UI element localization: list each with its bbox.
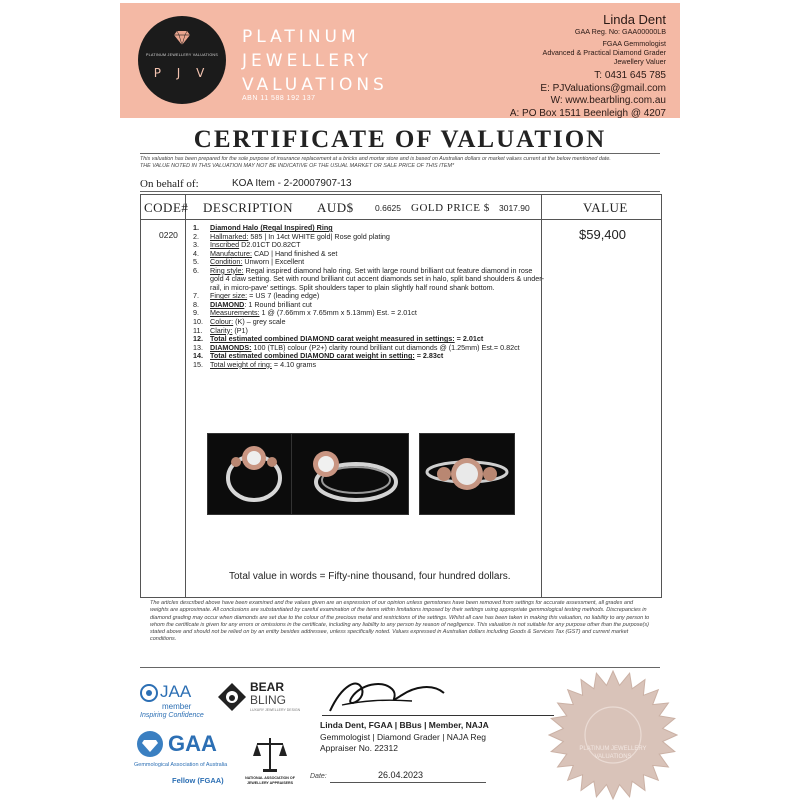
bear-text: BEAR (250, 680, 285, 694)
item-number: 7. (193, 291, 199, 301)
item-number: 9. (193, 308, 199, 318)
jaa-text: JAA (160, 682, 192, 701)
jaa-tagline: Inspiring Confidence (140, 712, 204, 719)
item-number: 6. (193, 265, 199, 275)
signature-details (320, 720, 489, 755)
naja-logo (245, 736, 295, 792)
date-value: 26.04.2023 (378, 770, 424, 780)
item-number: 11. (193, 325, 203, 335)
col-description: DESCRIPTION (203, 200, 294, 215)
contact-block (510, 12, 666, 120)
pjv-logo (138, 16, 226, 104)
sig-appraiser-no: Appraiser No. 22312 (320, 743, 398, 753)
item-detail: D2.01CT D0.82CT (239, 240, 301, 250)
item-label: Diamond Halo (Regal Inspired) Ring (210, 223, 333, 232)
item-detail: = 2.01ct (454, 334, 484, 344)
col-aud: AUD$ (317, 200, 354, 215)
valuation-table (140, 194, 662, 598)
item-code: 0220 (159, 230, 178, 240)
item-detail: 100 (TLB) colour (P2+) clarity round brilliant cut diamonds @ (1.25mm) Est.= 0.82ct (251, 342, 520, 352)
title-rule (140, 153, 660, 154)
item-number: 14. (193, 351, 203, 361)
item-label: Measurements: (210, 308, 260, 318)
bling-text: BLING (250, 693, 287, 707)
disclaimer-line-2: THE VALUE NOTED IN THIS VALUATION MAY NOT BE INDICATIVE OF THE USUAL MARKET OR SALE PRICE OF THIS ITEM* (140, 162, 455, 169)
item-detail: 1 @ (7.66mm x 7.65mm x 5.13mm) Est. = 2.01ct (259, 308, 417, 318)
seal-starburst (548, 670, 678, 800)
website[interactable]: W: www.bearbling.com.au (550, 95, 666, 106)
item-detail: Unworn | Excellent (242, 257, 305, 267)
ring-photo-side (291, 433, 409, 515)
description-item (193, 267, 545, 293)
item-number: 15. (193, 359, 203, 369)
item-number: 10. (193, 317, 203, 327)
header-band (120, 3, 680, 118)
bearbling-logo (214, 680, 324, 720)
item-detail: 585 | In 14ct WHITE gold| Rose gold plating (248, 231, 390, 241)
brand-name (242, 25, 388, 97)
code-column-divider (185, 195, 186, 597)
gaa-logo (134, 730, 244, 786)
valuer-role: Jewellery Valuer (613, 57, 666, 66)
ring-photo-front (207, 433, 299, 515)
on-behalf-value: KOA Item - 2-20007907-13 (232, 178, 352, 189)
brand-line-1: PLATINUM (242, 27, 360, 47)
item-label: Colour: (210, 317, 234, 327)
item-number: 5. (193, 257, 199, 267)
jaa-logo (138, 682, 218, 722)
terms-rule (140, 667, 660, 668)
item-detail: = 2.83ct (414, 351, 444, 361)
naja-text: NATIONAL ASSOCIATION OF JEWELLERY APPRAISERS (245, 776, 295, 785)
description-list (193, 224, 545, 369)
on-behalf-label: On behalf of: (140, 178, 199, 190)
item-detail: = 4.10 grams (271, 359, 317, 369)
item-label: Total estimated combined DIAMOND carat weight in setting: (210, 351, 415, 361)
sig-name: Linda Dent, FGAA | BBus | Member, NAJA (320, 720, 489, 730)
item-number: 4. (193, 248, 199, 258)
ring-photo-top (419, 433, 515, 515)
item-number: 8. (193, 299, 199, 309)
bear-icon (218, 683, 246, 711)
gaa-reg: GAA Reg. No: GAA00000LB (574, 27, 666, 36)
col-gold-price: GOLD PRICE $ (411, 202, 490, 214)
item-label: Hallmarked: (210, 231, 249, 241)
valuer-name: Linda Dent (603, 12, 666, 27)
item-detail: CAD | Hand finished & set (251, 248, 338, 258)
seal-line-1: PLATINUM JEWELLERY (579, 746, 647, 752)
item-label: DIAMONDS: (210, 342, 252, 352)
item-label: Inscribed (210, 240, 240, 250)
item-number: 13. (193, 342, 203, 352)
item-detail: Regal inspired diamond halo ring. Set with large round brilliant cut feature diamond in rose gold 4 claw setting. Set with round brilliant cut accent diamonds set in halo, split band shoulders & under-rail, in micro-pave' settings. Split shoulders taper to plain slightly half round shank bottom. (210, 265, 545, 292)
brand-line-2: JEWELLERY (242, 51, 373, 71)
email[interactable]: E: PJValuations@gmail.com (540, 82, 666, 94)
disclaimer (140, 156, 660, 169)
gaa-fellow: Fellow (FGAA) (172, 776, 224, 785)
item-detail: (K) – grey scale (233, 317, 286, 327)
scales-icon (253, 736, 287, 774)
item-label: Condition: (210, 257, 243, 267)
signature-line (322, 715, 554, 716)
bear-small: LUXURY JEWELLERY DESIGN (250, 708, 301, 712)
gaa-full-name: Gemmological Association of Australia (134, 762, 228, 768)
item-label: Clarity: (210, 325, 233, 335)
terms-text: The articles described above have been examined and the values given are an expression of our opinion unless gemstones have been removed from settings for accurate assessment, all grades and weights are approximate. All conclusions are substantiated by careful examination of the items within limitations imposed by their settings using appropriate gemmological testing methods. Discrepancies in diamond grading may occur when diamonds are set due to the colour of the precious metal and restrictions of the settings. Whilst all care has been taken in making this valuation, no liability to any person to whom the certificate is given for any errors or omissions in the certificate, including any liability to any person by reason of negligence. This valuation is not suitable for any purpose other than the purpose(s) stated above and should not be relied on by an entity besides addressee, unless specifically noted. Values expressed in Australian dollars including Goods & Services Tax (GST) and current market conditions. (150, 600, 650, 643)
item-detail: = US 7 (leading edge) (247, 291, 320, 301)
logo-small-text: PLATINUM JEWELLERY VALUATIONS (145, 53, 219, 57)
total-in-words: Total value in words = Fifty-nine thousand, four hundred dollars. (229, 571, 511, 582)
item-label: Total estimated combined DIAMOND carat weight measured in settings: (210, 334, 455, 344)
gold-price: 3017.90 (499, 203, 530, 213)
disclaimer-line-1: This valuation has been prepared for the sole purpose of insurance replacement at a bricks and mortar store and is based on Australian dollars or market values current at the below mentioned date. (140, 156, 611, 162)
brand-line-3: VALUATIONS (242, 75, 388, 95)
abn-number: ABN 11 588 192 137 (242, 95, 316, 102)
logo-monogram: P J V (153, 66, 211, 80)
phone[interactable]: T: 0431 645 785 (594, 70, 666, 81)
header-divider (141, 219, 661, 220)
grader-title: Advanced & Practical Diamond Grader (542, 48, 666, 57)
item-number: 12. (193, 334, 203, 344)
page-title: CERTIFICATE OF VALUATION (193, 126, 607, 153)
item-text (210, 318, 545, 327)
item-number: 1. (193, 223, 199, 232)
item-number: 2. (193, 231, 199, 241)
fgaa-title: FGAA Gemmologist (602, 39, 666, 48)
seal-line-2: VALUATIONS (594, 754, 632, 760)
gaa-text: GAA (168, 731, 217, 756)
item-label: Total weight of ring: (210, 359, 272, 369)
item-label: Manufacture: (210, 248, 252, 258)
aud-rate: 0.6625 (375, 203, 401, 213)
behalf-rule (140, 191, 660, 192)
item-label: Ring style: (210, 265, 244, 275)
col-code: CODE# (144, 200, 189, 215)
item-detail: : 1 Round brilliant cut (244, 299, 312, 309)
item-text (210, 267, 545, 293)
item-label: DIAMOND (210, 299, 245, 309)
embossed-seal (548, 670, 678, 800)
jaa-gem-icon (140, 684, 158, 702)
col-value: VALUE (583, 200, 628, 215)
address: A: PO Box 1511 Beenleigh @ 4207 (509, 107, 666, 119)
signature-scribble (322, 675, 452, 717)
item-number: 3. (193, 240, 199, 250)
date-label: Date: (310, 773, 327, 780)
item-text (210, 361, 545, 370)
item-detail: (P1) (232, 325, 248, 335)
description-item (193, 361, 545, 370)
item-value: $59,400 (579, 227, 626, 242)
diamond-icon (174, 31, 190, 45)
date-line (330, 782, 486, 783)
item-label: Finger size: (210, 291, 248, 301)
jaa-member: member (162, 702, 192, 711)
gaa-diamond-icon (136, 730, 164, 758)
sig-titles: Gemmologist | Diamond Grader | NAJA Reg (320, 731, 486, 742)
